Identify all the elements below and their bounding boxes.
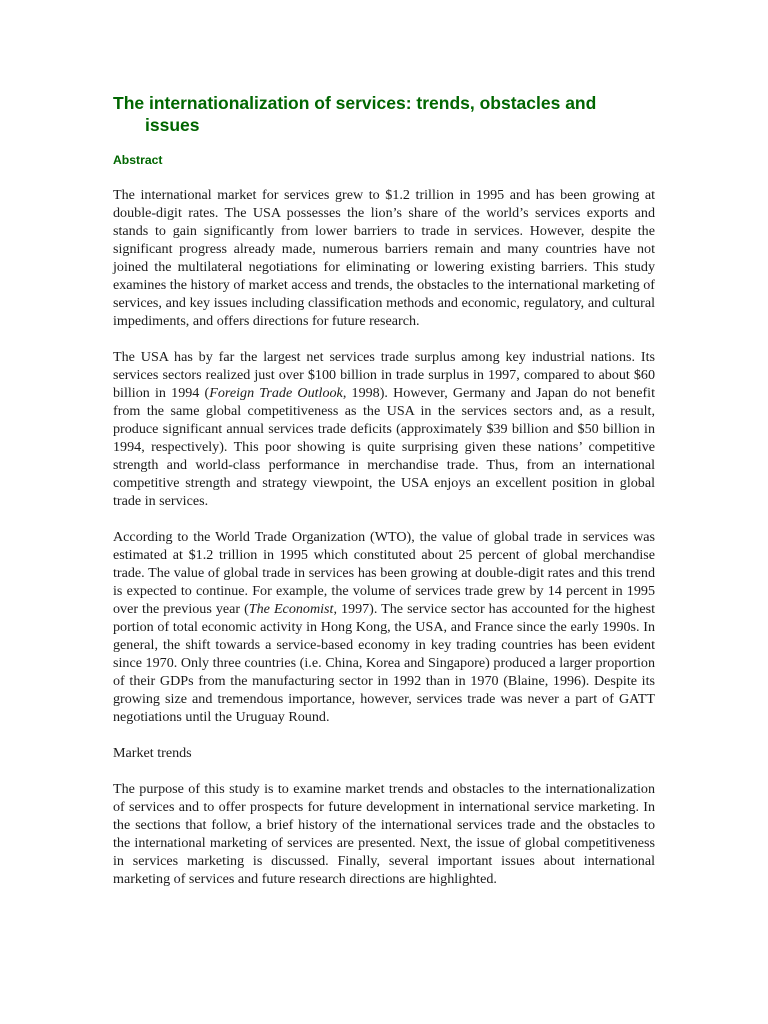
section-heading-market-trends: Market trends: [113, 745, 192, 761]
citation-foreign-trade-outlook: Foreign Trade Outlook: [209, 385, 343, 401]
paragraph-abstract: The international market for services grew to $1.2 trillion in 1995 and has been growing at double-digit rates. The USA possesses the lion’s share of the world’s services exports and stands to gain significantly from lower barriers to trade in services. However, despite the significant progress already made, numerous barriers remain and many countries have not joined the multilateral negotiations for eliminating or lowering existing barriers. This study examines the history of market access and trends, the obstacles to the international marketing of services, and key issues including classification methods and economic, regulatory, and cultural impediments, and offers directions for future research.: [113, 187, 655, 329]
citation-the-economist: The Economist: [248, 601, 334, 617]
paragraph-text: , 1998). However, Germany and Japan do not benefit from the same global competitiveness as the USA in the services sectors and, as a result, produce significant annual services trade deficits (approximately $39 billion and $50 billion in 1994, respectively). This poor showing is quite surprising given these nations’ competitive strength and world-class performance in merchandise trade. Thus, from an international competitive strength and strategy viewpoint, the USA enjoys an excellent position in global trade in services.: [113, 385, 656, 509]
paragraph-purpose: The purpose of this study is to examine market trends and obstacles to the internationalization of services and to offer prospects for future development in international service marketing. In the sections that follow, a brief history of the international services trade and the obstacles to the international marketing of services are presented. Next, the issue of global competitiveness in services marketing is discussed. Finally, several important issues about international marketing of services and future research directions are highlighted.: [113, 781, 655, 887]
document-title: The internationalization of services: trends, obstacles and issues: [113, 93, 597, 135]
paragraph-text: , 1997). The service sector has accounted for the highest portion of total economic activity in Hong Kong, the USA, and France since the early 1990s. In general, the shift towards a service-based economy in key trading countries has been evident since 1970. Only three countries (i.e. China, Korea and Singapore) produced a larger proportion of their GDPs from the manufacturing sector in 1992 than in 1970 (Blaine, 1996). Despite its growing size and tremendous importance, however, services trade was never a part of GATT negotiations until the Uruguay Round.: [113, 601, 655, 725]
abstract-heading: Abstract: [113, 153, 163, 167]
paragraph-text: The USA has by far the largest net services trade surplus among key industrial nations. Its services sectors realized just over $100 billion in trade surplus in 1997, compared to about $60 billion in 1994 (: [113, 349, 655, 401]
document-page: [113, 92, 655, 888]
paragraph-wto: [113, 528, 655, 726]
paragraph-text: According to the World Trade Organization (WTO), the value of global trade in services was estimated at $1.2 trillion in 1995 which constituted about 25 percent of global merchandise trade. The value of global trade in services has been growing at double-digit rates and this trend is expected to continue. For example, the volume of services trade grew by 14 percent in 1995 over the previous year (: [113, 529, 655, 617]
paragraph-usa-surplus: [113, 348, 655, 510]
